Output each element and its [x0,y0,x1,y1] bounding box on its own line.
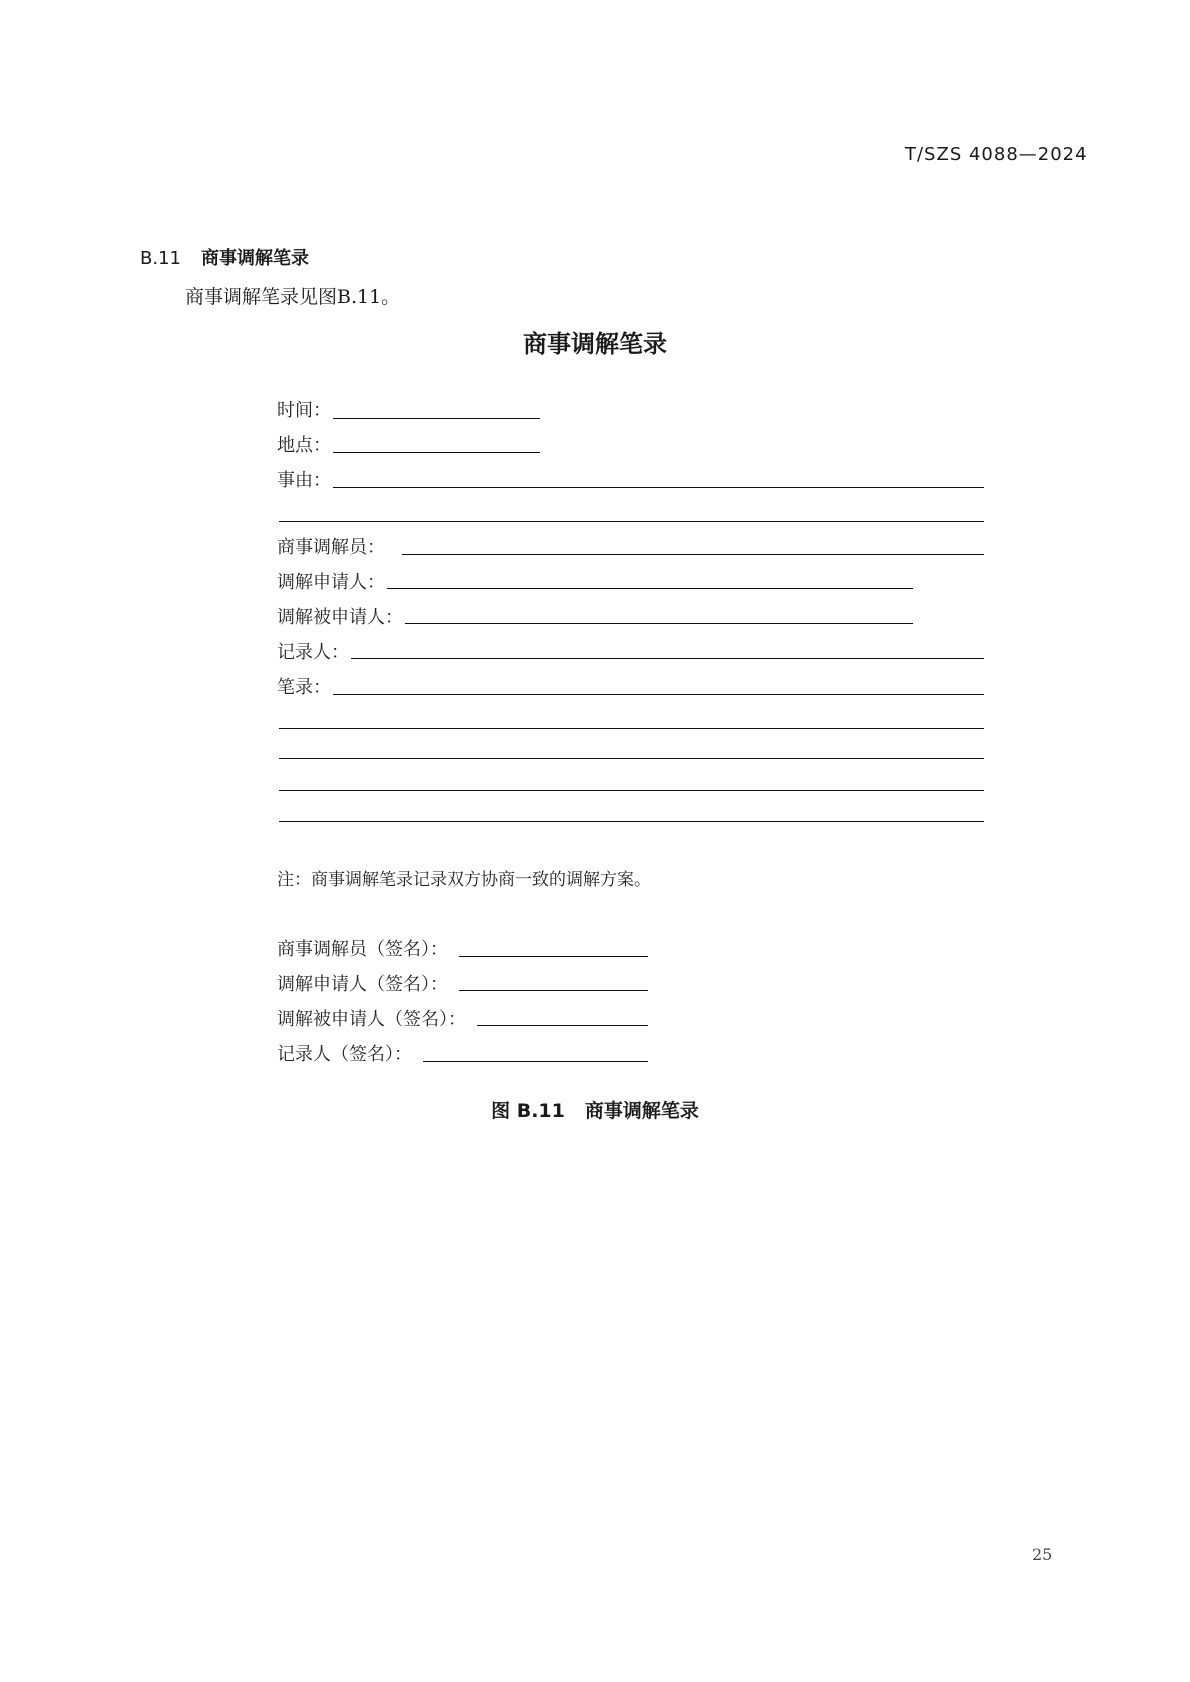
section-number: B.11 [140,248,181,269]
time-line [333,418,540,419]
figure-title: 商事调解笔录 [584,1100,699,1122]
recorder-label: 记录人： [277,642,349,663]
reason-label: 事由： [277,470,331,491]
section-title: 商事调解笔录 [200,248,309,269]
mediator-label: 商事调解员： [277,537,385,558]
form-title: 商事调解笔录 [523,330,667,358]
applicant-signature-line [459,990,648,991]
record-line-3 [279,758,984,759]
record-line-4 [279,790,984,791]
mediator-signature-label: 商事调解员（签名）： [277,939,448,960]
record-line-2 [279,728,984,729]
reason-line-2 [279,521,984,522]
recorder-line [351,658,984,659]
applicant-label: 调解申请人： [277,572,385,593]
record-line-5 [279,821,984,822]
section-heading [140,244,309,270]
figure-caption [0,1096,1190,1123]
reason-line [333,487,984,488]
mediator-line [402,554,984,555]
respondent-signature-label: 调解被申请人（签名）： [277,1009,466,1030]
place-line [333,452,540,453]
record-line [333,694,984,695]
applicant-line [387,588,913,589]
respondent-line [405,623,913,624]
applicant-signature-label: 调解申请人（签名）： [277,974,448,995]
section-intro: 商事调解笔录见图B.11。 [185,286,401,308]
record-label: 笔录： [277,677,331,698]
respondent-signature-line [477,1025,648,1026]
recorder-signature-label: 记录人（签名）： [277,1044,412,1065]
figure-number: 图 B.11 [491,1100,565,1122]
recorder-signature-line [423,1061,648,1062]
place-label: 地点： [277,435,331,456]
time-label: 时间： [277,400,331,421]
document-code: T/SZS 4088—2024 [905,144,1088,165]
respondent-label: 调解被申请人： [277,607,403,628]
form-note: 注：商事调解笔录记录双方协商一致的调解方案。 [277,870,651,890]
page-number: 25 [1032,1545,1053,1564]
mediator-signature-line [459,956,648,957]
